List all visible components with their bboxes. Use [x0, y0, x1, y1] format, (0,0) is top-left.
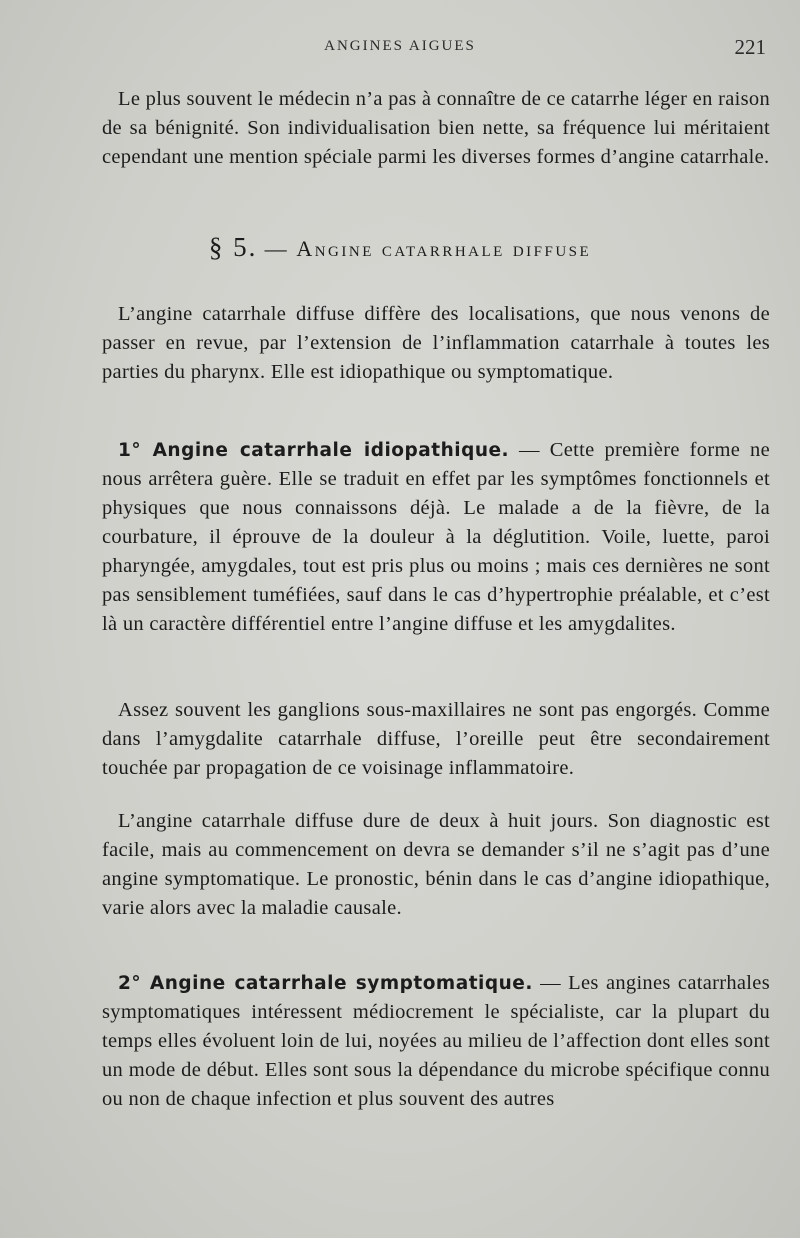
intro-paragraph: Le plus souvent le médecin n’a pas à connaître de ce catarrhe léger en raison de sa bénignité. Son individualisation bien nette, sa fréquence lui méritaient cependant une mention spéciale parmi les diverses formes d’angine catarrhale. [102, 88, 770, 168]
symptomatic-subheading: 2° Angine catarrhale symptomatique. [118, 973, 533, 994]
ganglions-paragraph-block [102, 696, 770, 783]
running-title: ANGINES AIGUES [324, 38, 476, 54]
intro-paragraph-block [102, 85, 770, 172]
idiopathic-subheading: 1° Angine catarrhale idiopathique. [118, 440, 510, 461]
symptomatic-paragraph [102, 969, 770, 1114]
symptomatic-text: — Les angines catarrhales symptomatiques intéressent médiocrement le spécialiste, car la plupart du temps elles évoluent loin de lui, noyées au milieu de l’affection dont elles sont un mode de début. Elles sont sous la dépendance du microbe spécifique connu ou non de chaque infection et plus souvent des autres [102, 972, 770, 1110]
symptomatic-paragraph-block [102, 969, 770, 1114]
idiopathic-paragraph [102, 436, 770, 639]
duration-paragraph-block [102, 807, 770, 923]
diffuse-paragraph: L’angine catarrhale diffuse diffère des localisations, que nous venons de passer en revue, par l’extension de l’inflammation catarrhale à toutes les parties du pharynx. Elle est idiopathique ou symptomatique. [102, 303, 770, 383]
section-title: Angine catarrhale diffuse [296, 236, 592, 261]
diffuse-paragraph-block [102, 300, 770, 387]
page-header [0, 35, 800, 62]
idiopathic-text: — Cette première forme ne nous arrêtera guère. Elle se traduit en effet par les symptômes fonctionnels et physiques que nous connaissons déjà. Le malade a de la fièvre, de la courbature, il éprouve de la douleur à la déglutition. Voile, luette, paroi pharyngée, amygdales, tout est pris plus ou moins ; mais ces dernières ne sont pas sensiblement tuméfiées, sauf dans le cas d’hypertrophie préalable, et c’est là un caractère différentiel entre l’angine diffuse et les amygdalites. [102, 439, 771, 635]
section-number: § 5. [208, 232, 258, 262]
section-dash: — [264, 236, 290, 261]
ganglions-paragraph: Assez souvent les ganglions sous-maxillaires ne sont pas engorgés. Comme dans l’amygdalite catarrhale diffuse, l’oreille peut être secondairement touchée par propagation de ce voisinage inflammatoire. [102, 699, 770, 779]
page-number: 221 [734, 35, 766, 59]
idiopathic-paragraph-block [102, 436, 770, 639]
duration-paragraph: L’angine catarrhale diffuse dure de deux à huit jours. Son diagnostic est facile, mais au commencement on devra se demander s’il ne s’agit pas d’une angine symptomatique. Le pronostic, bénin dans le cas d’angine idiopathique, varie alors avec la maladie causale. [102, 810, 770, 919]
section-heading [0, 232, 800, 263]
